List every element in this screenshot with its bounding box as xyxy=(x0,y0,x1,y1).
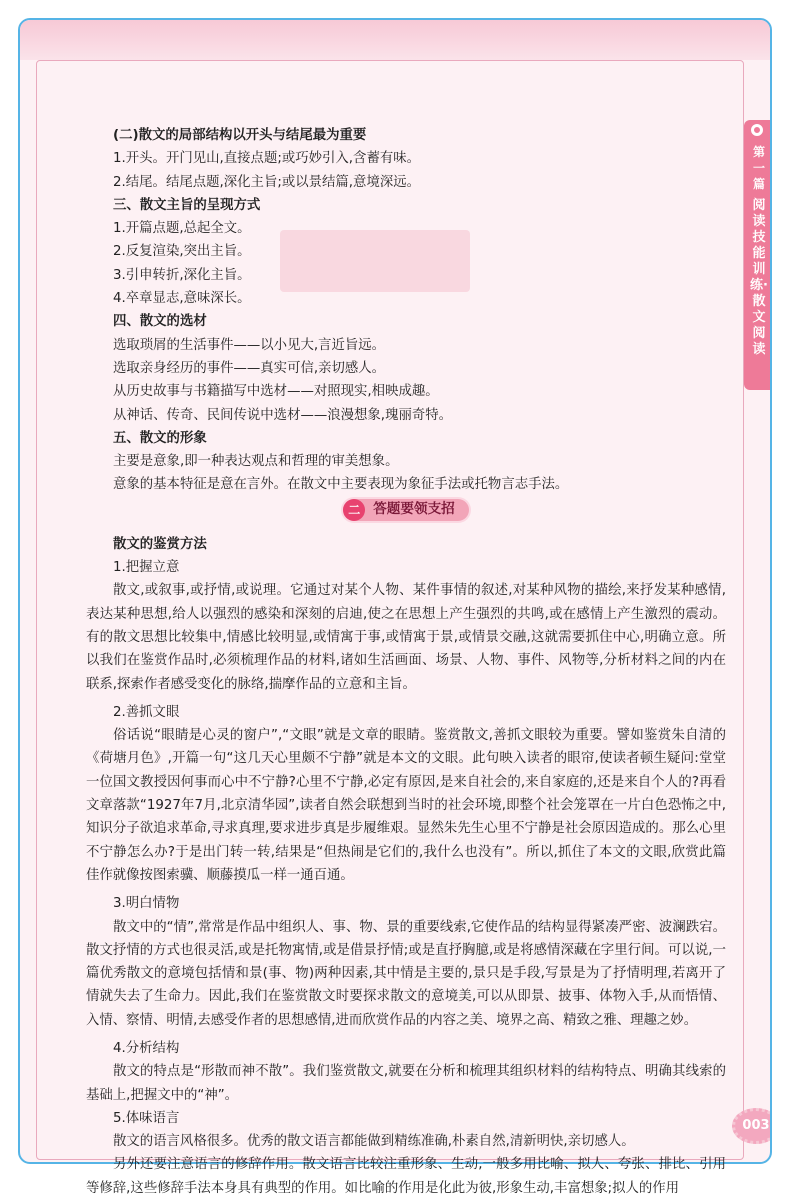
list-item: 从神话、传奇、民间传说中选材——浪漫想象,瑰丽奇特。 xyxy=(113,407,453,423)
subheading-2: 2.善抓文眼 xyxy=(113,704,180,720)
circle-marker-icon xyxy=(751,124,763,136)
heading-image: 五、散文的形象 xyxy=(113,430,207,446)
list-item: 从历史故事与书籍描写中选材——对照现实,相映成趣。 xyxy=(113,384,439,400)
side-tab-title: 阅读技能训练·散文阅读 xyxy=(750,198,768,357)
list-item: 4.卒章显志,意味深长。 xyxy=(113,291,251,307)
section-banner xyxy=(343,499,469,521)
paragraph-5a: 散文的语言风格很多。优秀的散文语言都能做到精练准确,朴素自然,清新明快,亲切感人。 xyxy=(113,1134,635,1150)
top-band xyxy=(20,20,770,60)
list-item: 2.反复渲染,突出主旨。 xyxy=(113,244,251,260)
subheading-4: 4.分析结构 xyxy=(113,1040,180,1056)
paragraph-5b: 另外还要注意语言的修辞作用。散文语言比较注重形象、生动,一般多用比喻、拟人、夸张、排比、引用等修辞,这些修辞手法本身具有典型的作用。如比喻的作用是化此为彼,形象生动,丰富想象;拟人的作用 xyxy=(86,1157,726,1196)
banner-title: 答题要领支招 xyxy=(373,501,455,518)
list-item: 1.开篇点题,总起全文。 xyxy=(113,221,251,237)
list-item: 选取亲身经历的事件——真实可信,亲切感人。 xyxy=(113,360,386,376)
heading-structure: (二)散文的局部结构以开头与结尾最为重要 xyxy=(113,128,367,143)
paragraph-3: 散文中的“情”,常常是作品中组织人、事、物、景的重要线索,它使作品的结构显得紧凑严密、波澜跌宕。散文抒情的方式也很灵活,或是托物寓情,或是借景抒情;或是直抒胸臆,或是将感情深藏在字里行间。可以说,一篇优秀散文的意境包括情和景(事、物)两种因素,其中情是主要的,景只是手段,写景是为了抒情明理,若离开了情就失去了生命力。因此,我们在鉴赏散文时要探求散文的意境美,可以从即景、披事、体物入手,从而悟情、入情、察情、明情,去感受作者的思想感情,进而欣赏作品的内容之美、境界之高、精致之雅、理趣之妙。 xyxy=(86,919,726,1028)
list-item: 主要是意象,即一种表达观点和哲理的审美想象。 xyxy=(113,454,399,470)
heading-appreciation: 散文的鉴赏方法 xyxy=(113,536,207,552)
section-banner-wrap xyxy=(86,499,726,529)
list-item: 2.结尾。结尾点题,深化主旨;或以景结篇,意境深远。 xyxy=(113,174,421,190)
list-item: 意象的基本特征是意在言外。在散文中主要表现为象征手法或托物言志手法。 xyxy=(113,477,569,493)
heading-theme: 三、散文主旨的呈现方式 xyxy=(113,197,261,213)
paragraph-1: 散文,或叙事,或抒情,或说理。它通过对某个人物、某件事情的叙述,对某种风物的描绘,来抒发某种感情,表达某种思想,给人以强烈的感染和深刻的启迪,使之在思想上产生强烈的共鸣,或在感情上产生激烈的震动。有的散文思想比较集中,情感比较明显,或情寓于事,或情寓于景,或情景交融,这就需要抓住中心,明确立意。所以我们在鉴赏作品时,必须梳理作品的材料,诸如生活画面、场景、人物、事件、风物等,分析材料之间的内在联系,探索作者感受变化的脉络,揣摩作品的立意和主旨。 xyxy=(86,583,726,692)
subheading-3: 3.明白情物 xyxy=(113,896,180,912)
paragraph-2: 俗话说“眼睛是心灵的窗户”,“文眼”就是文章的眼睛。鉴赏散文,善抓文眼较为重要。譬如鉴赏朱自清的《荷塘月色》,开篇一句“这几天心里颇不宁静”就是本文的文眼。此句映入读者的眼帘,使读者顿生疑问:堂堂一位国文教授因何事而心中不宁静?心里不宁静,必定有原因,是来自社会的,来自家庭的,还是来自个人的?再看文章落款“1927年7月,北京清华园”,读者自然会联想到当时的社会环境,即整个社会笼罩在一片白色恐怖之中,知识分子欲追求革命,寻求真理,要求进步真是步履维艰。显然朱先生心里不宁静是社会原因造成的。那么心里不宁静怎么办?于是出门转一转,结果是“但热闹是它们的,我什么也没有”。所以,抓住了本文的文眼,欣赏此篇佳作就像按图索骥、顺藤摸瓜一样一通百通。 xyxy=(86,728,726,883)
paragraph-4: 散文的特点是“形散而神不散”。我们鉴赏散文,就要在分析和梳理其组织材料的结构特点、明确其线索的基础上,把握文中的“神”。 xyxy=(86,1064,726,1103)
banner-number: 二 xyxy=(343,499,365,521)
heading-material: 四、散文的选材 xyxy=(113,314,207,330)
page-content xyxy=(86,124,726,1200)
chapter-side-tab xyxy=(744,120,772,390)
list-item: 1.开头。开门见山,直接点题;或巧妙引入,含蓄有味。 xyxy=(113,151,421,167)
subheading-5: 5.体味语言 xyxy=(113,1110,180,1126)
page-number: 003 xyxy=(732,1108,772,1144)
side-tab-chapter: 第一篇 xyxy=(752,145,765,191)
list-item: 3.引申转折,深化主旨。 xyxy=(113,267,251,283)
subheading-1: 1.把握立意 xyxy=(113,560,180,576)
side-tab-label xyxy=(750,144,768,358)
list-item: 选取琐屑的生活事件——以小见大,言近旨远。 xyxy=(113,337,386,353)
